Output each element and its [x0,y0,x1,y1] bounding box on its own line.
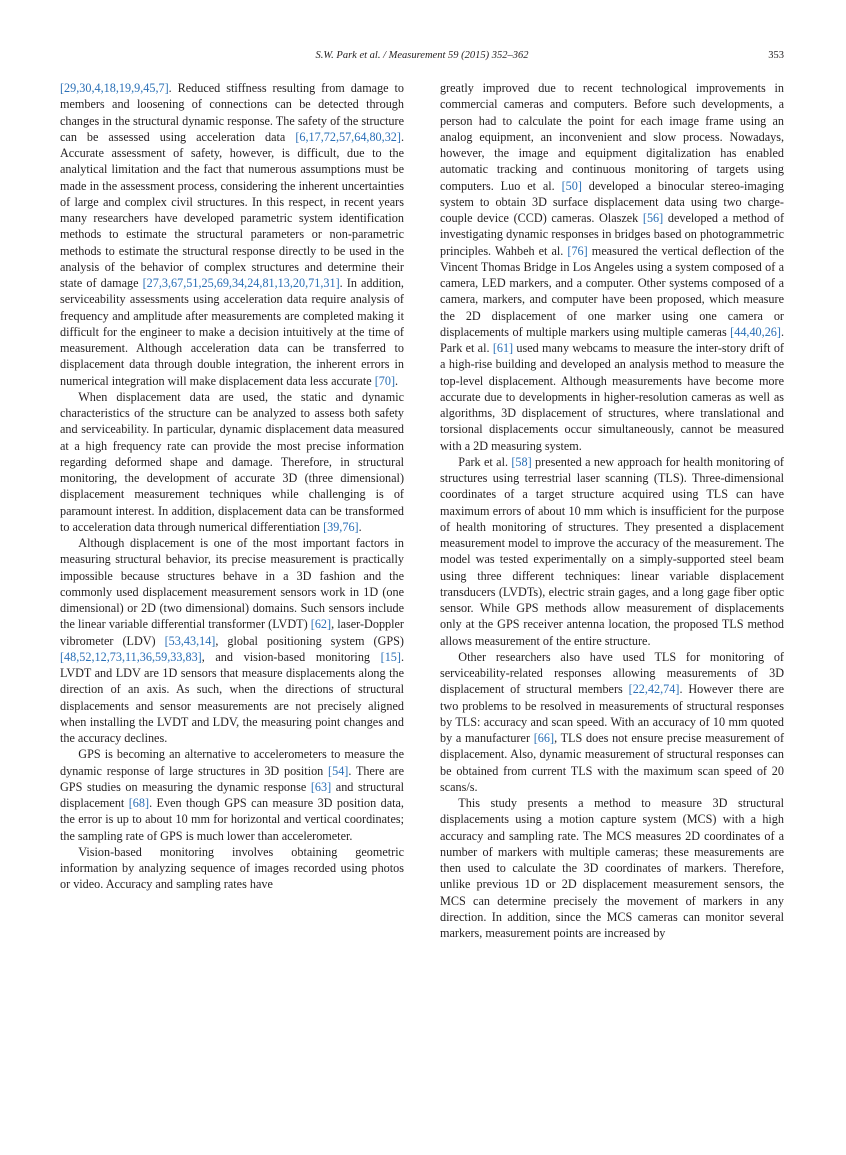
citation-link[interactable]: [15] [380,649,401,664]
citation-link[interactable]: [66] [533,731,555,745]
running-title: S.W. Park et al. / Measurement 59 (2015) 352–362 [315,50,529,61]
paragraph-text: Other researchers also have used TLS for monitoring of serviceability-related responses allowing measurements of 3D displacement of structural members [440,649,784,697]
paragraph-text: . Accurate assessment of safety, however, is difficult, due to the analytical limitation and the fact that numerous assumptions must be made in the assessment process, considering the inherent uncertainties of large and complex civil structures. In this respect, in recent years many researchers have developed parametric system identification methods to estimate the structural parameters or non-parametric methods to estimate the structural response directly to be used in the analysis of the behavior of complex structures and determine their state of damage [60,129,404,290]
citation-link[interactable]: [22,42,74] [628,682,680,697]
paragraph-text: greatly improved due to recent technological improvements in commercial cameras and computers. Before such developments, a person had to calculate the point for each image frame using an analog equipment, an inconvenient and slow process. Nowadays, however, the image and equipment digitalization has enabled automatic tracking and continuous monitoring of targets using computers. Luo et al. [440,81,784,193]
citation-link[interactable]: [70] [374,373,396,388]
paragraph-text: Although displacement is one of the most important factors in measuring structural behavior, its precise measurement is practically impossible because structures behave in a 3D fashion and the commonly used displacement measurement sensors work in 1D (one dimensional) or 2D (two dimensional) domains. Such sensors include the linear variable differential transformer (LVDT) [60,536,404,632]
paragraph-text: . LVDT and LDV are 1D sensors that measure displacements along the direction of an axis. As such, when the directions of structural displacements and sensor measurements are not precisely aligned when installing the LVDT and LDV, the measuring point changes and the accuracy declines. [60,649,404,745]
paragraph-text: . Reduced stiffness resulting from damage to members and loosening of connections can be detected through changes in the structural dynamic response. The safety of the structure can be assessed using acceleration data [60,81,404,144]
paragraph-text: Park et al. [458,454,512,469]
citation-link[interactable]: [29,30,4,18,19,9,45,7] [60,81,169,95]
paragraph-text: . However there are two problems to be resolved in measurements of structural responses by TLS: accuracy and scan speed. With an accuracy of 10 mm quoted by a manufacturer [440,682,785,745]
paragraph-text: . In addition, serviceability assessments using acceleration data require analysis of frequency and amplitude after measurements are completed making it difficult for the engineer to make a decision intuitively at the time of measurement. Although acceleration data can be transferred to displacement data through double integration, the inherent errors in numerical integration will make displacement data less accurate [60,276,404,388]
citation-link[interactable]: [27,3,67,51,25,69,34,24,81,13,20,71,31] [142,276,340,290]
paragraph [60,535,404,746]
left-column [60,80,404,893]
paragraph-text: . [395,373,399,388]
paragraph-text: , global positioning system (GPS) [215,633,404,648]
paragraph [440,795,784,941]
paragraph-text: and structural displacement [60,779,405,810]
page-number: 353 [768,50,784,61]
paragraph [440,649,784,795]
citation-link[interactable]: [54] [328,763,349,778]
right-column [440,80,784,941]
paragraph [60,746,404,844]
citation-link[interactable]: [63] [310,779,332,794]
citation-link[interactable]: [6,17,72,57,64,80,32] [295,129,401,144]
citation-link[interactable]: [58] [511,454,532,469]
paragraph [440,454,784,649]
paragraph-text: When displacement data are used, the static and dynamic characteristics of the structure can be analyzed to assess both safety and serviceability. In particular, dynamic displacement data measured at a high frequency rate can provide the most precise information regarding deformed shape and damage. Therefore, in structural monitoring, the development of accurate 3D (three dimensional) displacement measurement techniques while challenging is of paramount interest. In addition, displacement data can be transformed to acceleration data through numerical differentiation [60,389,404,534]
page-header [60,50,784,66]
paragraph-text: used many webcams to measure the inter-story drift of a high-rise building and developed an analysis method to measure the top-level displacement. Although measurements have become more accurate due to developments in higher-resolution cameras as well as algorithms, 3D displacement of structures, where translational and torsional displacements occur simultaneously, cannot be measured with a 2D measuring system. [440,341,784,453]
citation-link[interactable]: [62] [310,617,332,632]
paragraph-text: developed a binocular stereo-imaging system to obtain 3D surface displacement data using two charge-couple device (CCD) cameras. Olaszek [440,178,784,225]
paragraph [60,844,404,893]
citation-link[interactable]: [76] [567,243,588,258]
paragraph-text: . Even though GPS can measure 3D position data, the error is up to about 10 mm for horizontal and vertical coordinates; the sampling rate of GPS is much lower than accelerometer. [60,796,404,843]
paragraph-text: , and vision-based monitoring [201,649,381,664]
paragraph-text: measured the vertical deflection of the Vincent Thomas Bridge in Los Angeles using a system composed of a camera, LED markers, and a computer. Other systems composed of a camera, markers, and computer have been proposed, which measure the 2D displacement of one marker using one camera or displacements of multiple markers using multiple cameras [440,243,784,339]
citation-link[interactable]: [68] [128,796,150,810]
citation-link[interactable]: [50] [561,178,582,193]
paragraph-text: Vision-based monitoring involves obtaining geometric information by analyzing sequence of images recorded using photos or video. Accuracy and sampling rates have [60,844,404,892]
paragraph [60,389,404,535]
citation-link[interactable]: [53,43,14] [164,633,216,648]
citation-link[interactable]: [39,76] [323,519,359,534]
paragraph-text: . [358,519,362,534]
citation-link[interactable]: [48,52,12,73,11,36,59,33,83] [60,649,202,664]
paragraph-text: This study presents a method to measure 3D structural displacements using a motion capture system (MCS) with a high accuracy and sampling rate. The MCS measures 2D coordinates of a number of markers with multiple cameras; these measurements are then used to calculate the 3D coordinates of markers. Therefore, unlike previous 1D or 2D displacement measurement sensors, the MCS can determine precisely the movement of markers in any direction. In addition, since the MCS cameras can monitor several markers, measurement points are increased by [440,796,784,940]
paragraph-text: , TLS does not ensure precise measurement of displacement. Also, dynamic measurement of structural responses can be obtained from current TLS with the maximum scan speed of 20 scans/s. [440,731,784,794]
paragraph-text: developed a method of investigating dynamic responses in bridges based on photogrammetric principles. Wahbeh et al. [440,211,784,258]
citation-link[interactable]: [44,40,26] [730,324,781,339]
citation-link[interactable]: [56] [642,211,664,225]
paragraph-text: presented a new approach for health monitoring of structures using terrestrial laser scanning (TLS). Three-dimensional coordinates of a target structure acquired using TLS can have maximum errors of about 10 mm which is insufficient for the purpose of health monitoring of structures. They presented a displacement measurement model to improve the accuracy of the measurement. The model was tested experimentally on a simply-supported steel beam using three different techniques: linear variable displacement transducers (LVDTs), electric strain gages, and a long gage fiber optic sensor. While GPS methods allow measurement of displacements only at the GPS receiver antenna location, the proposed TLS method allows measurement of the entire structure. [440,454,784,648]
paragraph [60,80,404,389]
paragraph-text: . Park et al. [440,324,784,355]
citation-link[interactable]: [61] [492,341,514,355]
paragraph-text: . There are GPS studies on measuring the dynamic response [60,763,405,794]
paragraph-text: , laser-Doppler vibrometer (LDV) [60,617,404,648]
paragraph-text: GPS is becoming an alternative to accelerometers to measure the dynamic response of large structures in 3D position [60,747,404,778]
paragraph [440,80,784,454]
